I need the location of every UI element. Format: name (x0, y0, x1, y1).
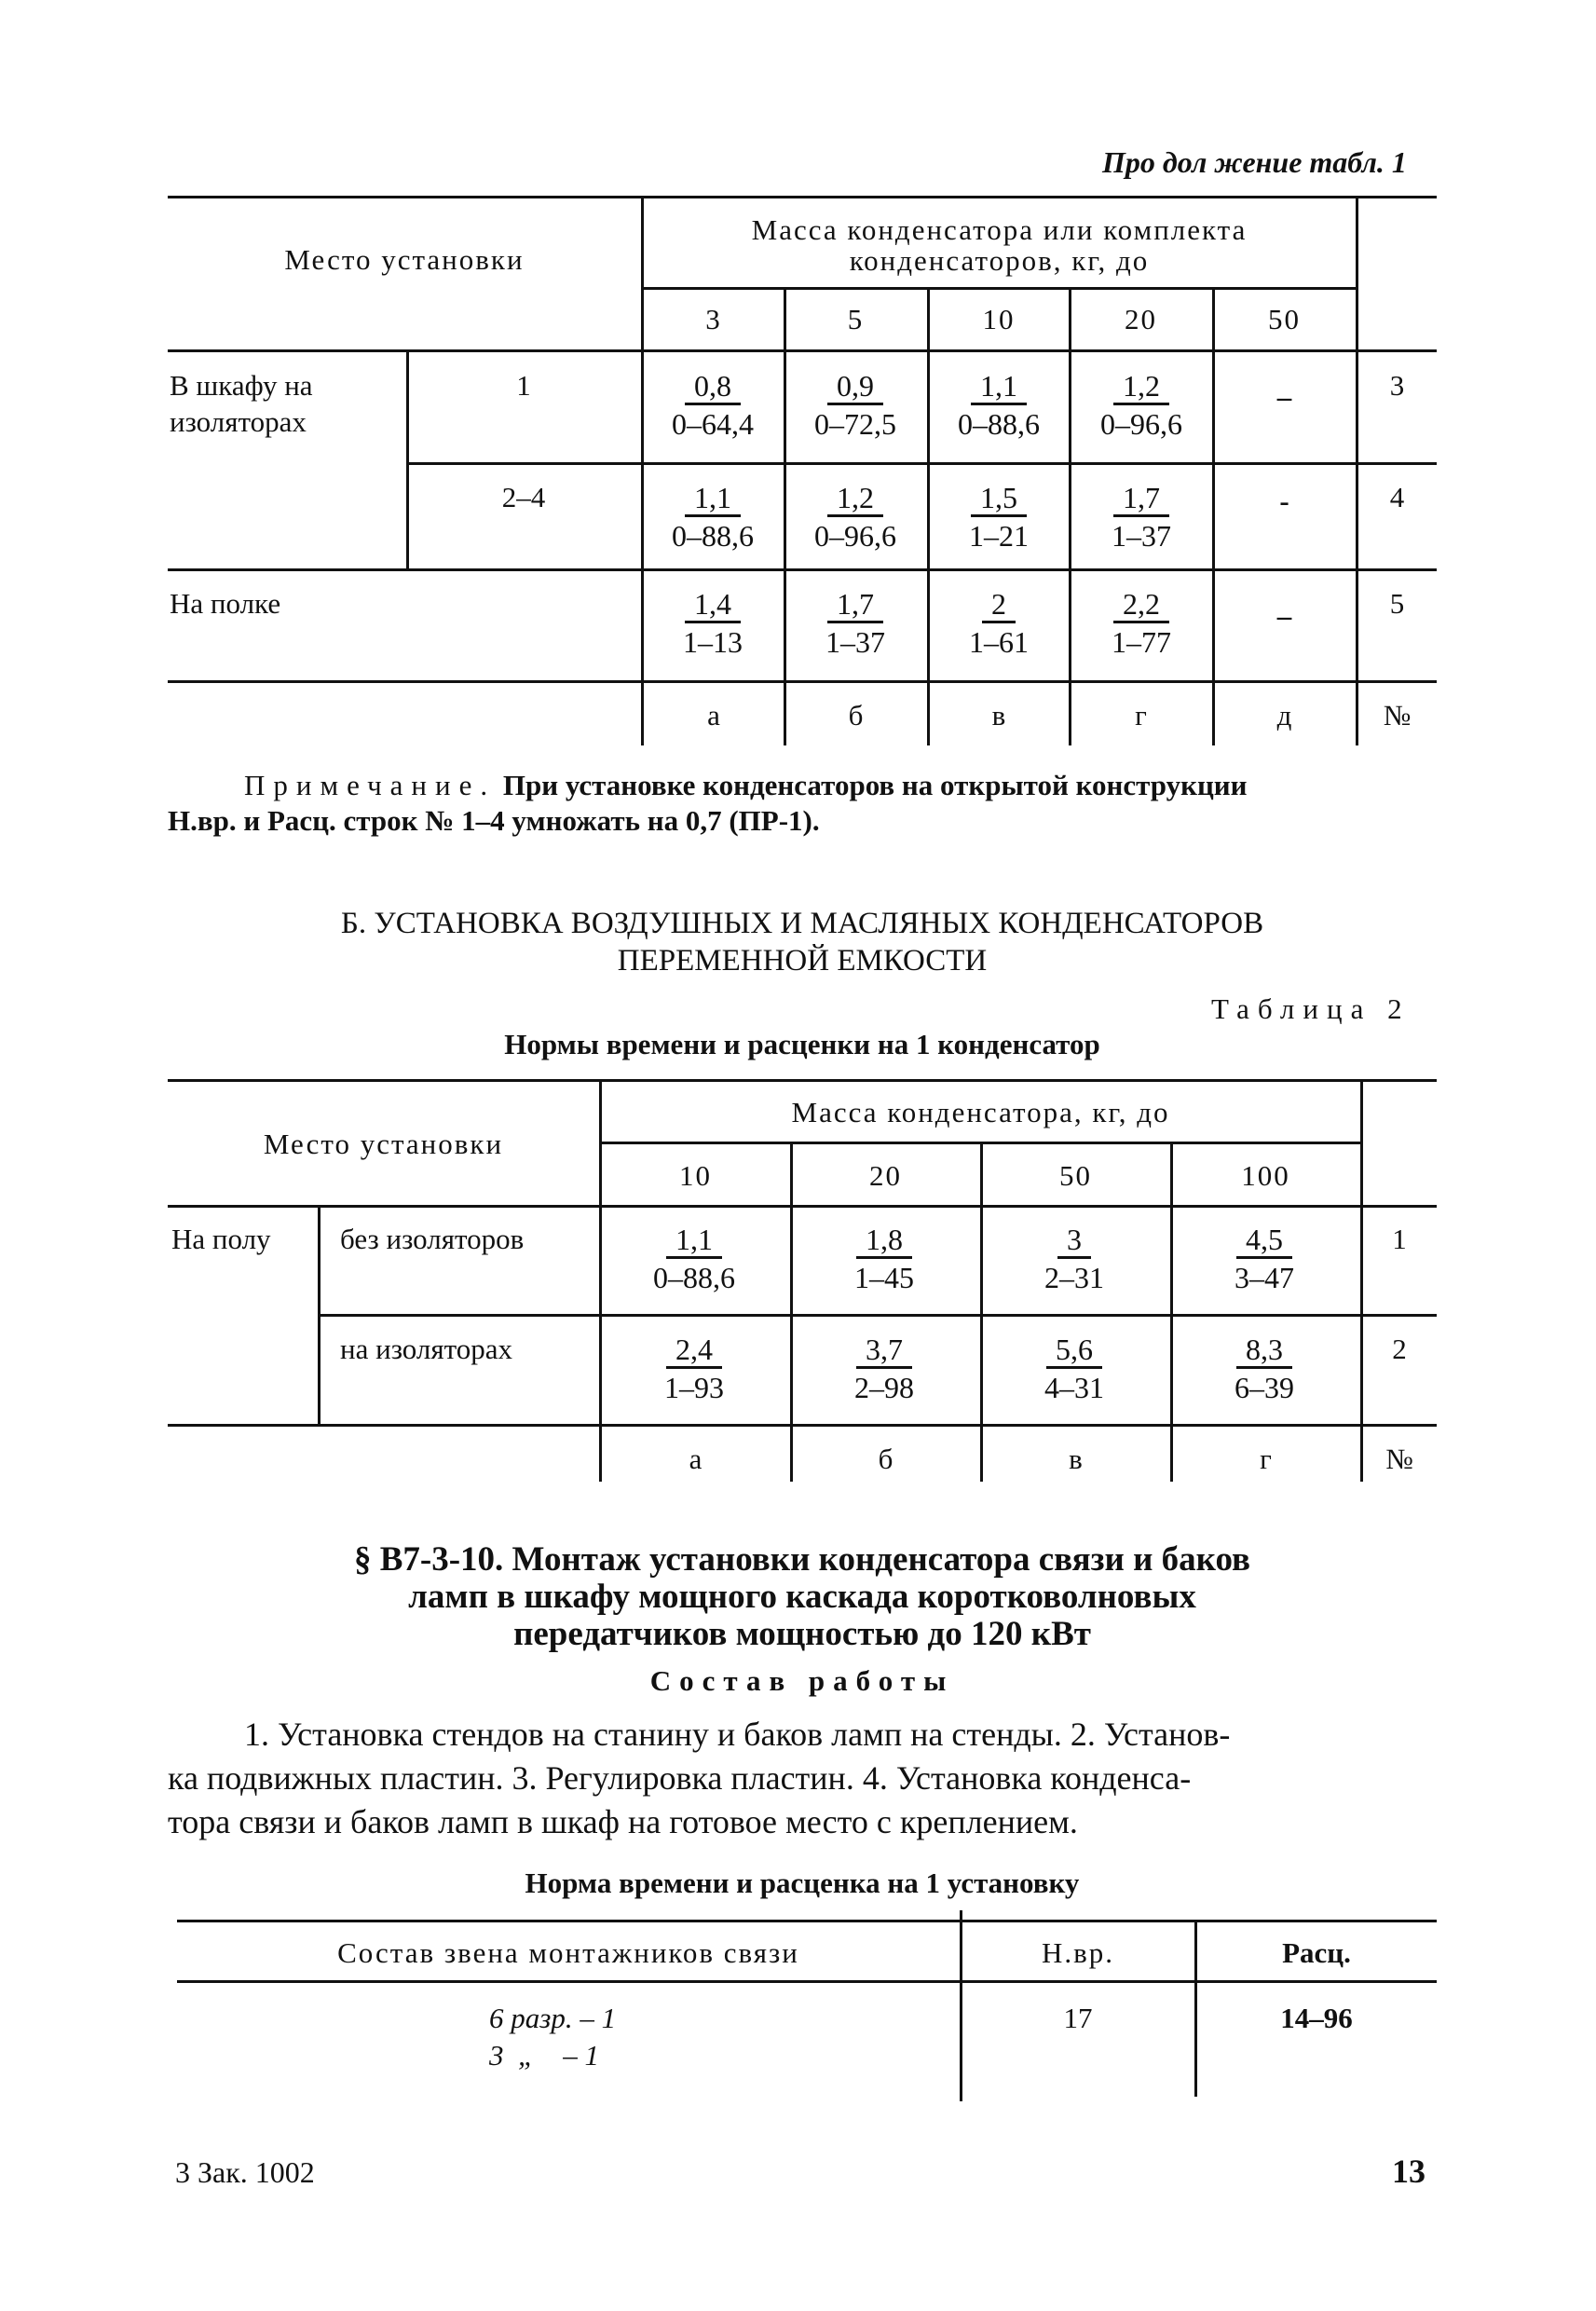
norm-rate-cell: $\frac{3,7}{2-98}$ (854, 1333, 914, 1404)
norm-value: 17 (1063, 2002, 1093, 2034)
table2-col-header: 100 (1241, 1159, 1290, 1192)
column-letter: д (1276, 699, 1292, 732)
table2-caption: Нормы времени и расценки на 1 конденсатор (504, 1028, 1100, 1060)
table1-place-header: Место установки (284, 243, 525, 276)
table1-col-header: 5 (847, 303, 865, 335)
norm-rate-cell: $\frac{1,5}{1-21}$ (969, 481, 1029, 553)
table2-label: Таблица 2 (1211, 992, 1411, 1025)
norm-rate-cell: $\frac{1,1}{0-88,6}$ (653, 1223, 735, 1294)
row-place: без изоляторов (340, 1223, 525, 1255)
row-number: 3 (1389, 369, 1405, 402)
table2-col-header: 20 (869, 1159, 902, 1192)
table2-place-header: Место установки (263, 1128, 504, 1160)
table1-col-header: 50 (1268, 303, 1301, 335)
print-order-number: 3 Зак. 1002 (175, 2155, 315, 2189)
table1-group-label-2: изоляторах (170, 405, 307, 438)
row-number: 5 (1389, 587, 1405, 620)
norm-rate-cell: $\frac{1,2}{0-96,6}$ (1100, 369, 1182, 441)
norm-rate-cell: $\frac{1,2}{0-96,6}$ (814, 481, 896, 553)
table3-header-norm: Н.вр. (1041, 1936, 1115, 1969)
column-letter: б (848, 699, 864, 732)
table2-col-header: 10 (679, 1159, 712, 1192)
section-b7-title-1: § В7-3-10. Монтаж установки конденсатора связи и баков (353, 1540, 1251, 1579)
page-number: 13 (1392, 2153, 1425, 2190)
norm-rate-cell: $\frac{1,7}{1-37}$ (1112, 481, 1171, 553)
table2-group-label: На полу (171, 1223, 271, 1255)
norm-rate-cell: $\frac{2,2}{1-77}$ (1112, 587, 1171, 659)
norm-rate-cell: $\frac{1,7}{1-37}$ (825, 587, 885, 659)
column-letter: г (1135, 699, 1147, 732)
continuation-label: Про дол жение табл. 1 (1102, 145, 1407, 179)
column-letter: а (707, 699, 720, 732)
table1-group-label-1: В шкафу на (170, 369, 313, 402)
table1-col-header: 10 (982, 303, 1016, 335)
number-sign: № (1383, 699, 1412, 732)
norm-rate-cell: $\frac{1,1}{0-88,6}$ (672, 481, 754, 553)
norm-rate-cell: $\frac{1,1}{0-88,6}$ (958, 369, 1040, 441)
section-b7-title-2: ламп в шкафу мощного каскада коротковолновых (408, 1578, 1196, 1616)
table3-header-crew: Состав звена монтажников связи (337, 1936, 799, 1969)
rate-value: 14–96 (1280, 2002, 1353, 2034)
column-letter: г (1260, 1443, 1272, 1475)
row-count: 2–4 (501, 481, 546, 513)
row-number: 4 (1389, 481, 1405, 513)
column-letter: в (991, 699, 1006, 732)
empty-cell-dash: – (1276, 380, 1292, 413)
table1-col-header: 20 (1125, 303, 1157, 335)
section-b7-title-3: передатчиков мощностью до 120 кВт (513, 1615, 1091, 1653)
work-line-1: 1. Установка стендов на станину и баков ламп на стенды. 2. Установ- (244, 1716, 1231, 1753)
crew-line-1: 6 разр. – 1 (489, 2002, 617, 2034)
number-sign: № (1385, 1443, 1413, 1475)
norm-rate-cell: $\frac{4,5}{3-47}$ (1235, 1223, 1294, 1294)
norm-rate-cell: $\frac{1,8}{1-45}$ (854, 1223, 914, 1294)
norm-rate-cell: $\frac{0,8}{0-64,4}$ (672, 369, 754, 441)
table3-caption: Норма времени и расценка на 1 установку (525, 1867, 1080, 1899)
section-b-title-1: Б. УСТАНОВКА ВОЗДУШНЫХ И МАСЛЯНЫХ КОНДЕНСАТОРОВ (340, 907, 1264, 940)
empty-cell-dash: - (1279, 485, 1289, 517)
section-b-title-2: ПЕРЕМЕННОЙ ЕМКОСТИ (617, 944, 988, 978)
norm-rate-cell: $\frac{2,4}{1-93}$ (664, 1333, 724, 1404)
table1-mass-header-1: Масса конденсатора или комплекта (751, 213, 1248, 246)
empty-cell-dash: – (1276, 599, 1292, 632)
norm-rate-cell: $\frac{3}{2-31}$ (1044, 1223, 1104, 1294)
table2-mass-header: Масса конденсатора, кг, до (791, 1096, 1170, 1128)
row-number: 2 (1392, 1333, 1407, 1365)
norm-rate-cell: $\frac{2}{1-61}$ (969, 587, 1029, 659)
norm-rate-cell: $\frac{0,9}{0-72,5}$ (814, 369, 896, 441)
work-heading: Состав работы (649, 1664, 955, 1697)
row-place: на изоляторах (340, 1333, 512, 1365)
table1-col-header: 3 (705, 303, 722, 335)
column-letter: а (689, 1443, 703, 1475)
row-place: На полке (170, 587, 281, 620)
row-number: 1 (1392, 1223, 1407, 1255)
work-line-3: тора связи и баков ламп в шкаф на готовое место с креплением. (168, 1803, 1078, 1840)
column-letter: в (1069, 1443, 1083, 1475)
table1-mass-header-2: конденсаторов, кг, до (849, 244, 1150, 277)
norm-rate-cell: $\frac{1,4}{1-13}$ (683, 587, 743, 659)
norm-rate-cell: $\frac{8,3}{6-39}$ (1235, 1333, 1294, 1404)
table3-header-rate: Расц. (1282, 1936, 1351, 1969)
note-line-2: Н.вр. и Расц. строк № 1–4 умножать на 0,7 (ПР-1). (168, 804, 820, 837)
note-line-1: Примечание. При установке конденсаторов на открытой конструкции (244, 769, 1248, 801)
work-line-2: ка подвижных пластин. 3. Регулировка пластин. 4. Установка конденса- (168, 1759, 1192, 1797)
crew-line-2: 3 „ – 1 (489, 2039, 599, 2072)
table2-col-header: 50 (1059, 1159, 1092, 1192)
column-letter: б (878, 1443, 893, 1475)
row-count: 1 (516, 369, 531, 402)
norm-rate-cell: $\frac{5,6}{4-31}$ (1044, 1333, 1104, 1404)
